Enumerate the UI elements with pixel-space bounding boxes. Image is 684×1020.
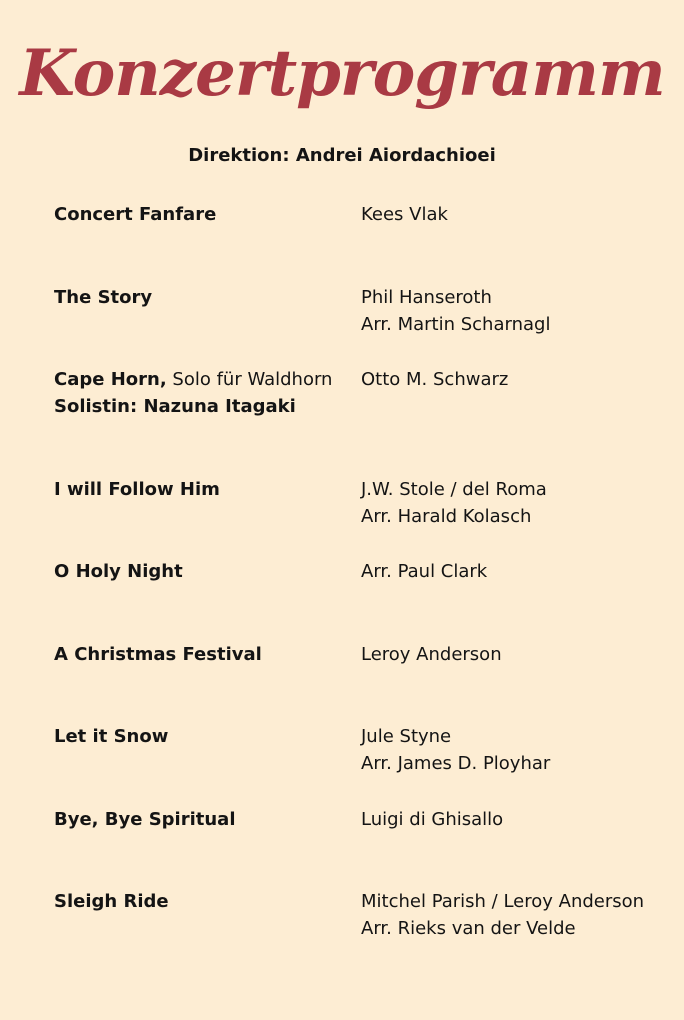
piece-title: Bye, Bye Spiritual: [54, 809, 236, 830]
piece-cell: [54, 558, 354, 585]
composer-name: Kees Vlak: [361, 204, 448, 225]
composer-name: J.W. Stole / del Roma: [361, 479, 547, 500]
piece-cell: [54, 366, 354, 420]
piece-cell: [54, 284, 354, 311]
composer-cell: [361, 641, 677, 668]
soloist-line: Solistin: Nazuna Itagaki: [54, 396, 296, 417]
piece-title: Let it Snow: [54, 726, 169, 747]
piece-cell: [54, 476, 354, 503]
composer-name: Luigi di Ghisallo: [361, 809, 504, 830]
composer-name: Leroy Anderson: [361, 644, 502, 665]
piece-detail: Solo für Waldhorn: [166, 369, 333, 390]
conductor-line: Direktion: Andrei Aiordachioei: [188, 145, 496, 166]
composer-cell: [361, 723, 677, 777]
piece-title: Sleigh Ride: [54, 891, 169, 912]
piece-title: Cape Horn,: [54, 369, 167, 390]
composer-cell: [361, 366, 677, 393]
arranger-name: Arr. Harald Kolasch: [361, 506, 532, 527]
composer-name: Otto M. Schwarz: [361, 369, 509, 390]
composer-name: Phil Hanseroth: [361, 287, 492, 308]
piece-cell: [54, 201, 354, 228]
piece-cell: [54, 723, 354, 750]
composer-cell: [361, 806, 677, 833]
composer-cell: [361, 476, 677, 530]
composer-name: Mitchel Parish / Leroy Anderson: [361, 891, 645, 912]
composer-cell: [361, 558, 677, 585]
piece-title: Concert Fanfare: [54, 204, 217, 225]
composer-name: Jule Styne: [361, 726, 452, 747]
composer-name: Arr. Paul Clark: [361, 561, 488, 582]
piece-title: I will Follow Him: [54, 479, 220, 500]
arranger-name: Arr. Martin Scharnagl: [361, 314, 551, 335]
arranger-name: Arr. James D. Ployhar: [361, 753, 551, 774]
piece-cell: [54, 641, 354, 668]
composer-cell: [361, 888, 677, 942]
piece-title: O Holy Night: [54, 561, 183, 582]
piece-cell: [54, 888, 354, 915]
arranger-name: Arr. Rieks van der Velde: [361, 918, 576, 939]
program-title: Konzertprogramm: [19, 36, 665, 111]
composer-cell: [361, 201, 677, 228]
piece-title: The Story: [54, 287, 153, 308]
piece-cell: [54, 806, 354, 833]
composer-cell: [361, 284, 677, 338]
piece-title: A Christmas Festival: [54, 644, 262, 665]
